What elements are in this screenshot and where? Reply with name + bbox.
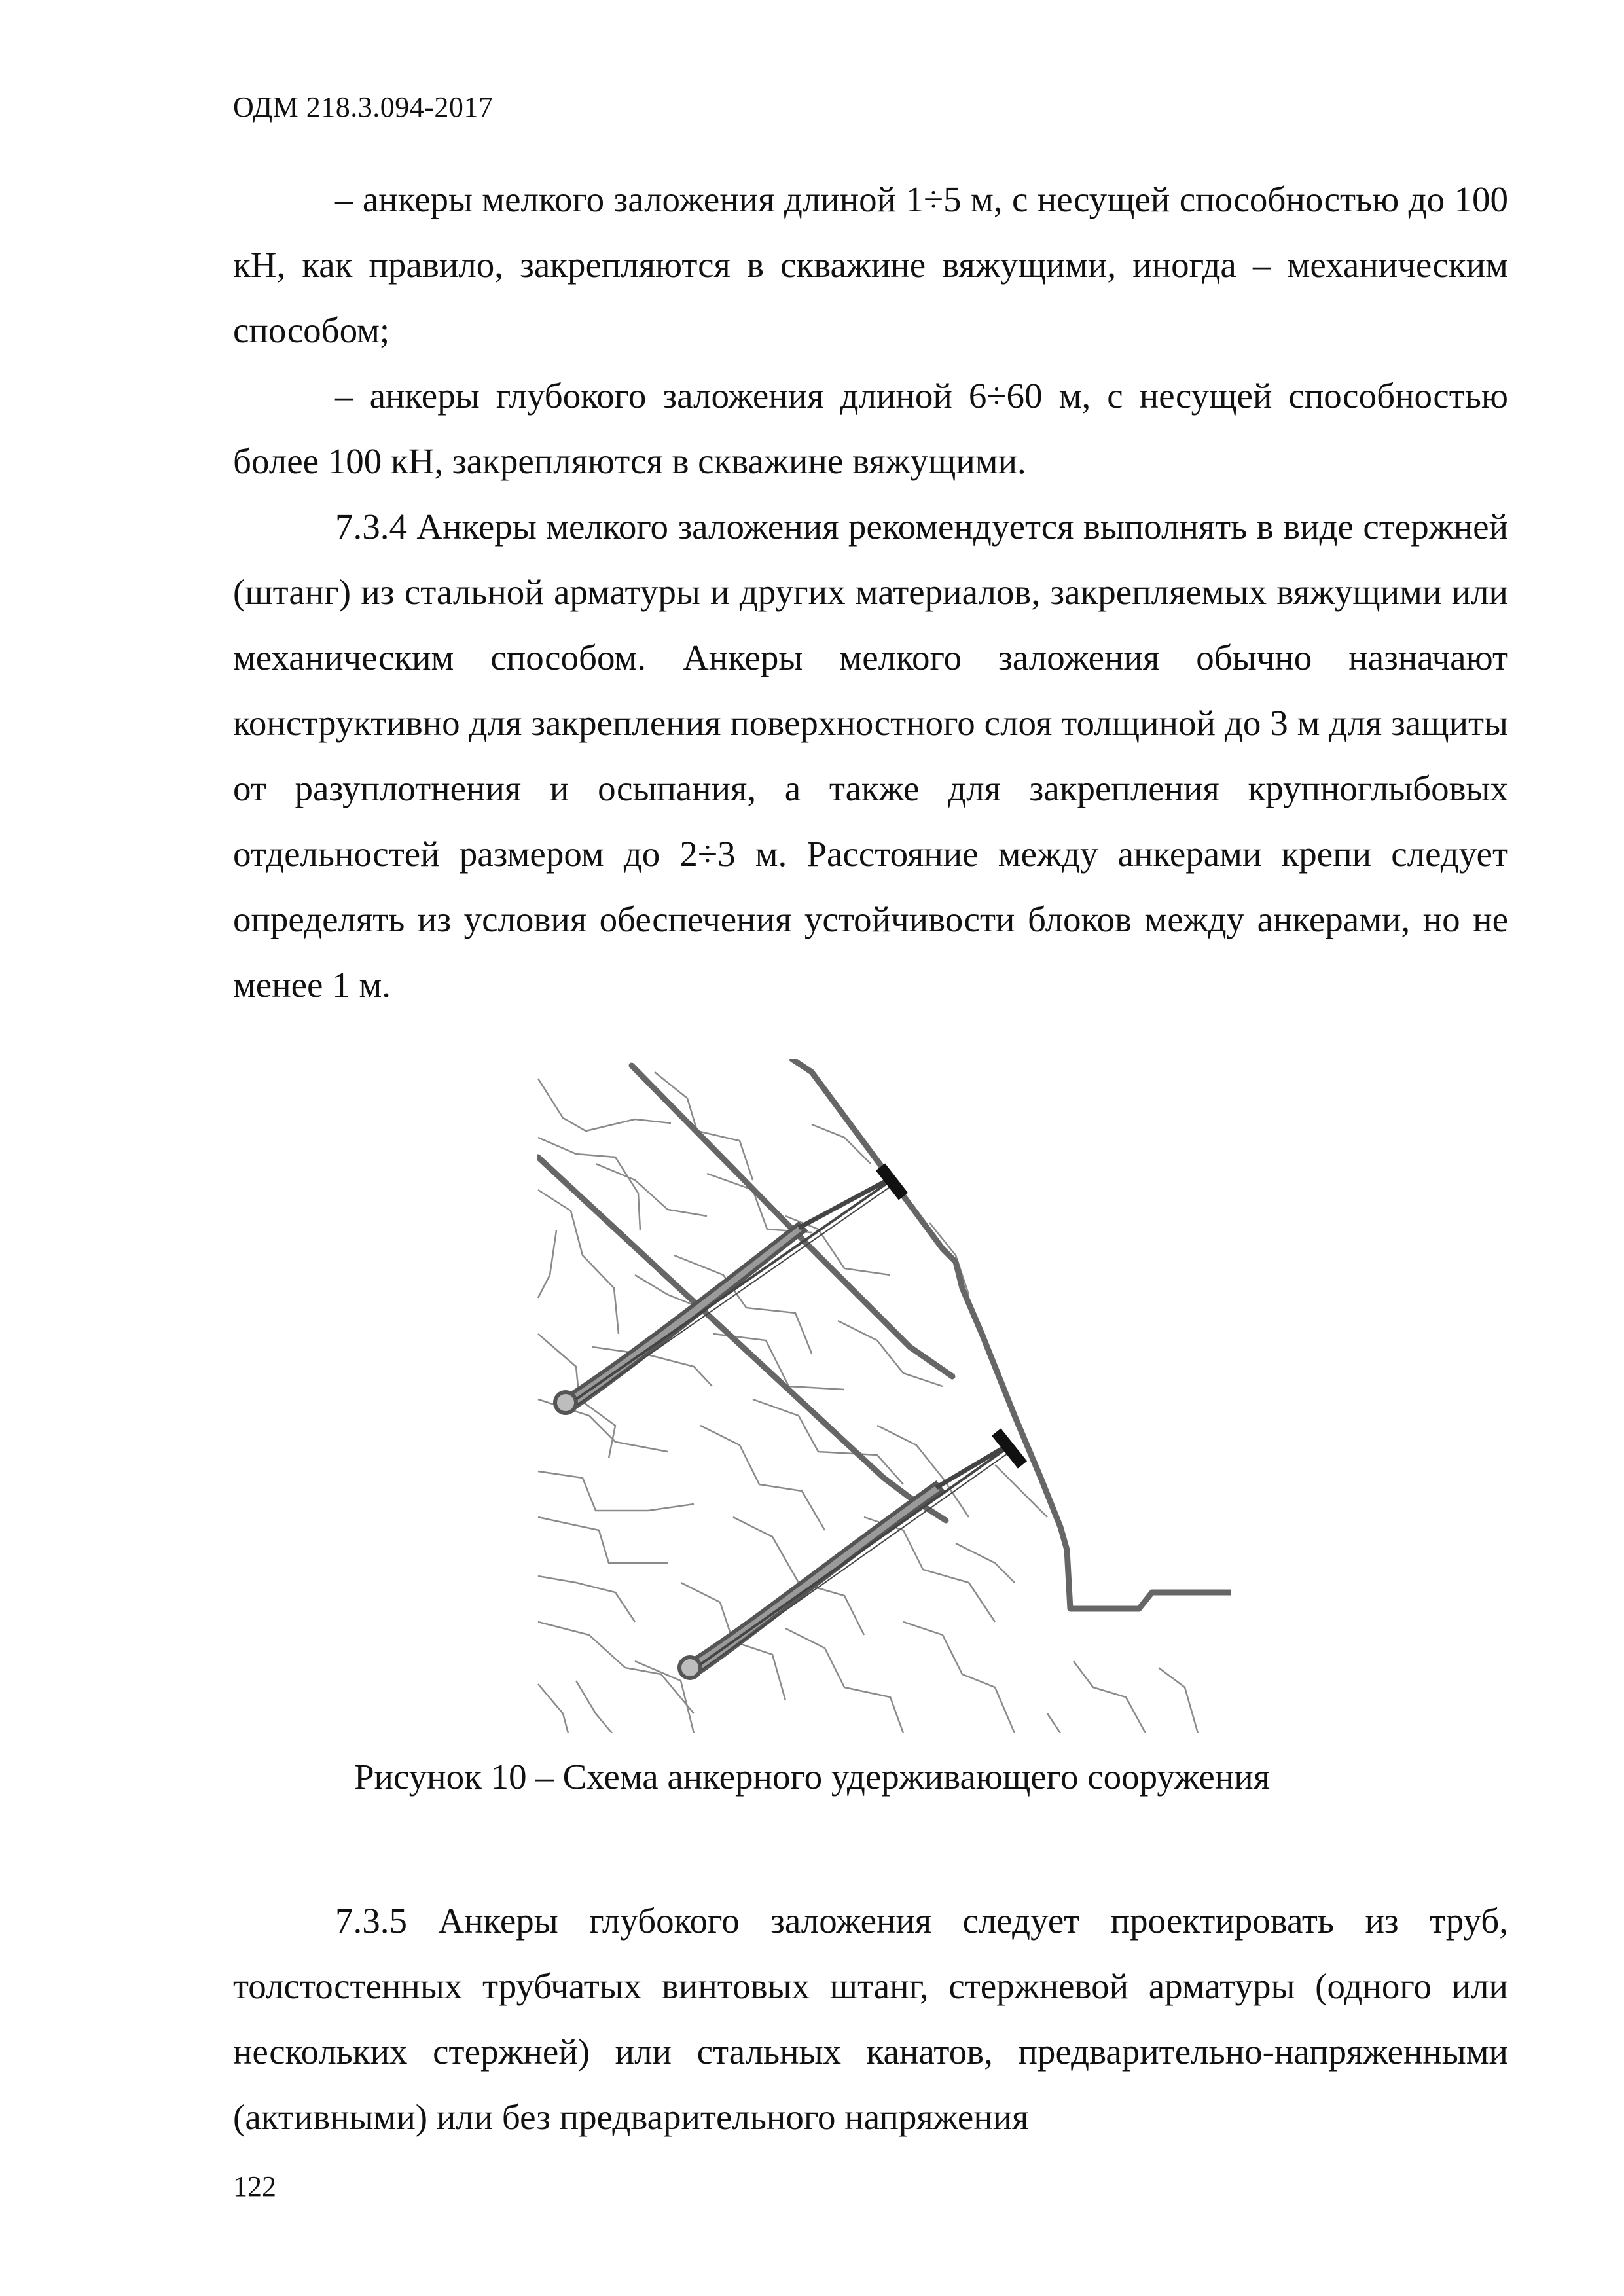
rock-joint-lines <box>538 1072 1198 1733</box>
anchor-structure-figure <box>537 1059 1231 1733</box>
slope-profile-line <box>792 1059 1231 1609</box>
page-number: 122 <box>233 2170 276 2202</box>
slip-surface-lines <box>538 1066 952 1520</box>
anchor-lower <box>679 1432 1022 1678</box>
figure-caption: Рисунок 10 – Схема анкерного удерживающего сооружения <box>353 1757 1271 1797</box>
paragraph-section-7-3-4: 7.3.4 Анкеры мелкого заложения рекомендуется выполнять в виде стержней (штанг) из стальной арматуры и других материалов, закрепляемых вяжущими или механическим способом. Анкеры мелкого заложения обычно назначают конструктивно для закрепления поверхностного слоя толщиной до 3 м для защиты от разуплотнения и осыпания, а также для закрепления крупноглыбовых отдельностей размером до 2÷3 м. Расстояние между анкерами крепи следует определять из условия обеспечения устойчивости блоков между анкерами, но не менее 1 м. <box>233 507 1508 1005</box>
paragraph-section-7-3-5: 7.3.5 Анкеры глубокого заложения следует проектировать из труб, толстостенных трубчатых винтовых штанг, стержневой арматуры (одного или нескольких стержней) или стальных канатов, предварительно-напряженными (активными) или без предварительного напряжения <box>233 1901 1508 2137</box>
paragraph-shallow-anchors: – анкеры мелкого заложения длиной 1÷5 м, с несущей способностью до 100 кН, как правило, закрепляются в скважине вяжущими, иногда – механическим способом; <box>233 179 1508 350</box>
anchor-scheme-drawing <box>537 1059 1231 1733</box>
paragraph-deep-anchors: – анкеры глубокого заложения длиной 6÷60 м, с несущей способностью более 100 кН, закрепляются в скважине вяжущими. <box>233 376 1508 481</box>
document-code-header: ОДМ 218.3.094-2017 <box>233 91 494 123</box>
